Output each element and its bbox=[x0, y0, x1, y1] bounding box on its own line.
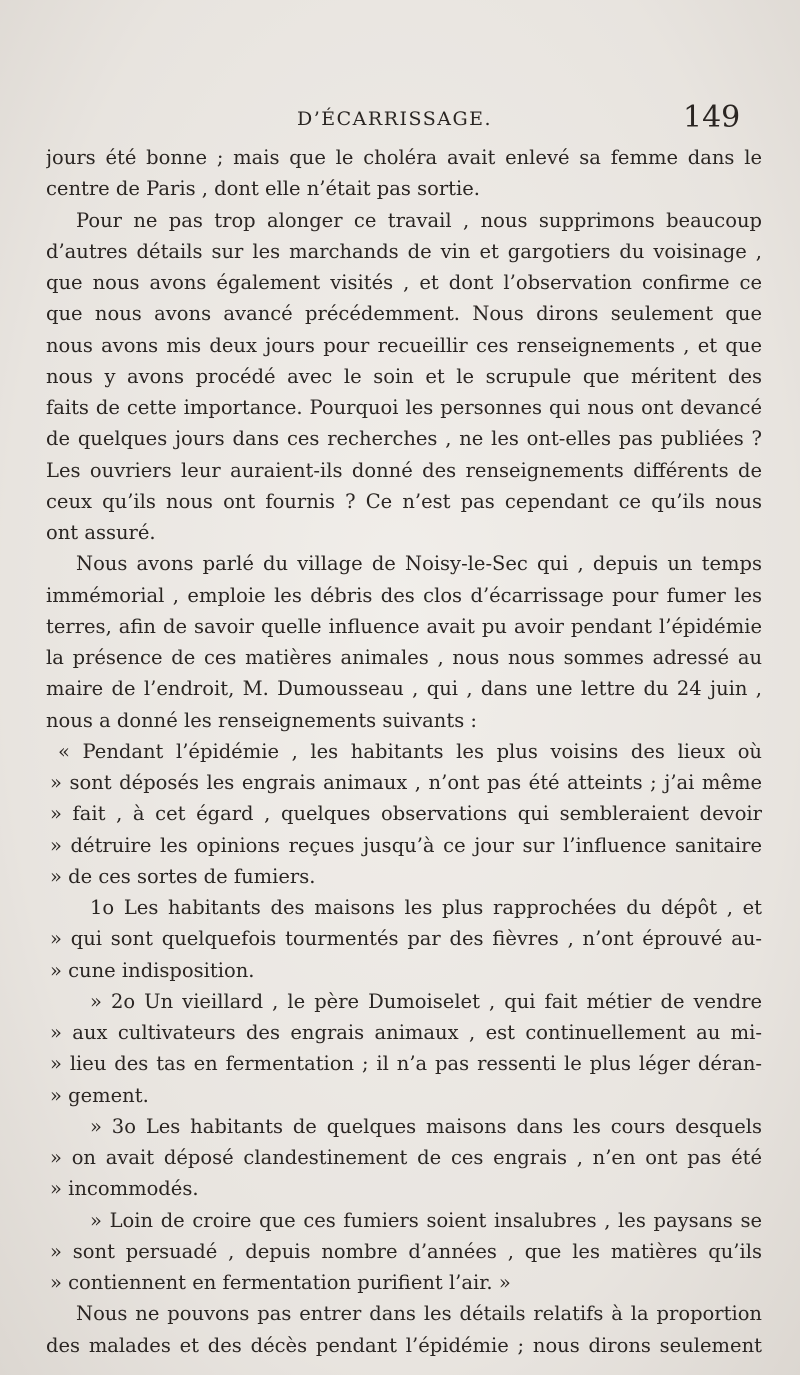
text-line: » Loin de croire que ces fumiers soient insalubres , les paysans se bbox=[90, 1208, 762, 1232]
text-line: faits de cette importance. Pourquoi les personnes qui nous ont devancé bbox=[46, 396, 762, 419]
text-line: d’autres détails sur les marchands de vin et gargotiers du voisinage , bbox=[46, 239, 762, 263]
text-line: » lieu des tas en fermentation ; il n’a pas ressenti le plus léger déran- bbox=[50, 1052, 762, 1076]
text-line: » sont déposés les engrais animaux , n’ont pas été atteints ; j’ai même bbox=[50, 771, 762, 794]
text-line: » on avait déposé clandestinement de ces engrais , n’en ont pas été bbox=[50, 1146, 762, 1169]
text-line: Pour ne pas trop alonger ce travail , nous supprimons beaucoup bbox=[76, 208, 762, 232]
text-line: ont assuré. bbox=[46, 521, 156, 544]
text-line: jours été bonne ; mais que le choléra avait enlevé sa femme dans le bbox=[46, 146, 762, 169]
text-line: que nous avons également visités , et dont l’observation confirme ce bbox=[46, 271, 762, 294]
text-line: nous y avons procédé avec le soin et le scrupule que méritent des bbox=[46, 364, 762, 388]
text-line: » 2o Un vieillard , le père Dumoiselet , qui fait métier de vendre bbox=[90, 989, 762, 1013]
text-line: immémorial , emploie les débris des clos d’écarrissage pour fumer les bbox=[46, 583, 762, 607]
text-line: que nous avons avancé précédemment. Nous dirons seulement que bbox=[46, 302, 762, 326]
text-line: Nous avons parlé du village de Noisy-le-Sec qui , depuis un temps bbox=[76, 552, 762, 576]
text-line: » contiennent en fermentation purifient l’air. » bbox=[50, 1271, 511, 1294]
text-line: terres, afin de savoir quelle influence avait pu avoir pendant l’épidémie bbox=[46, 614, 762, 638]
text-line: » de ces sortes de fumiers. bbox=[50, 864, 316, 888]
text-line: nous a donné les renseignements suivants : bbox=[46, 708, 477, 732]
running-head bbox=[0, 100, 800, 136]
text-line: 1o Les habitants des maisons les plus rapprochées du dépôt , et bbox=[90, 896, 762, 919]
text-line: » gement. bbox=[50, 1083, 149, 1107]
text-line: » cune indisposition. bbox=[50, 958, 255, 982]
text-line: de quelques jours dans ces recherches , ne les ont-elles pas publiées ? bbox=[46, 427, 762, 451]
text-line: » fait , à cet égard , quelques observations qui sembleraient devoir bbox=[50, 802, 762, 826]
running-title: D’ÉCARRISSAGE. bbox=[297, 108, 493, 130]
text-line: ceux qu’ils nous ont fournis ? Ce n’est pas cependant ce qu’ils nous bbox=[46, 489, 762, 513]
text-line: » qui sont quelquefois tourmentés par des fièvres , n’ont éprouvé au- bbox=[50, 927, 762, 951]
text-line: maire de l’endroit, M. Dumousseau , qui , dans une lettre du 24 juin , bbox=[46, 677, 762, 701]
text-line: » sont persuadé , depuis nombre d’années , que les matières qu’ils bbox=[50, 1239, 762, 1263]
text-line: » incommodés. bbox=[50, 1177, 199, 1201]
text-line: » 3o Les habitants de quelques maisons dans les cours desquels bbox=[90, 1114, 762, 1138]
text-line: Les ouvriers leur auraient-ils donné des renseignements différents de bbox=[46, 458, 762, 482]
page-number: 149 bbox=[683, 100, 741, 135]
text-line: nous avons mis deux jours pour recueillir ces renseignements , et que bbox=[46, 333, 762, 357]
text-line: » détruire les opinions reçues jusqu’à ce jour sur l’influence sanitaire bbox=[50, 833, 762, 857]
text-line: » aux cultivateurs des engrais animaux , est continuellement au mi- bbox=[50, 1021, 762, 1044]
text-line: des malades et des décès pendant l’épidémie ; nous dirons seulement bbox=[46, 1333, 762, 1357]
body-text bbox=[46, 142, 762, 1361]
text-line: « Pendant l’épidémie , les habitants les plus voisins des lieux où bbox=[58, 739, 762, 763]
text-line: centre de Paris , dont elle n’était pas sortie. bbox=[46, 177, 480, 201]
text-line: Nous ne pouvons pas entrer dans les détails relatifs à la proportion bbox=[76, 1302, 762, 1326]
text-line: la présence de ces matières animales , nous nous sommes adressé au bbox=[46, 646, 762, 669]
